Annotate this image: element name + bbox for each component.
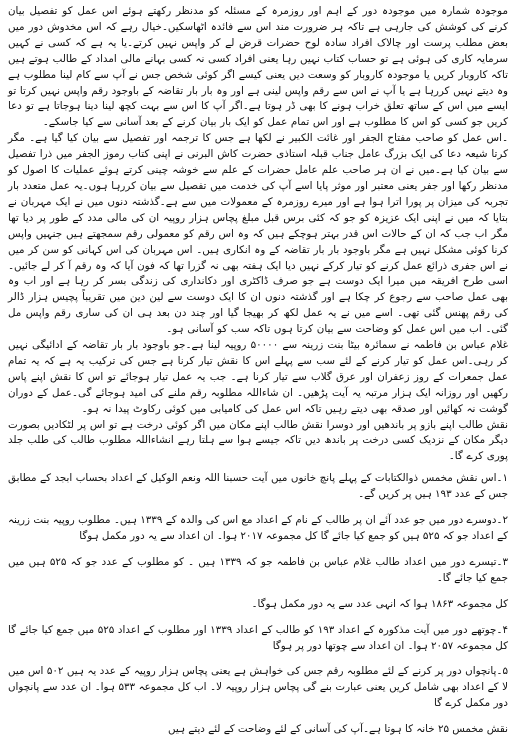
step-2: ۲۔دوسرے دور میں جو عدد آئے ان پر طالب کے نام کے اعداد مع اس کی والدہ کے ۱۳۳۹ ہیں۔ مطلوب روپیہ بنت زرینہ کے اعداد جو کہ ۵۲۵ ہیں کو جمع کیا جائے گا کل مجموعہ ۲۰۱۷ ہوا۔ ان اعداد سے یہ دور مکمل ہوگا	[8, 514, 508, 542]
document-page	[8, 4, 508, 736]
step-1: ۱۔اس نقش مخمس ذوالکتابات کے پہلے پانچ خانوں میں آیت حسبنا اللہ ونعم الوکیل کے اعداد بحساب ابجد کے مطابق جس کے عدد ۱۹۳ ہیں پر کریں گے۔	[8, 472, 508, 501]
step-4: ۴۔چوتھے دور میں آیت مذکورہ کے اعداد ۱۹۳ کو طالب کے اعداد ۱۳۳۹ اور مطلوب کے اعداد ۵۲۵ میں جمع کیا جائے گا کل مجموعہ ۲۰۵۷ ہوا۔ ان اعداد سے چوتھا دور پر ہوگا	[8, 623, 508, 652]
closing-note: نقش مخمس ۲۵ خانہ کا ہوتا ہے۔آپ کی آسانی کے لئے وضاحت کے لئے دیتے ہیں	[168, 723, 508, 736]
intro-paragraph: موجودہ شمارہ میں موجودہ دور کے اہم اور روزمرہ کے مسئلہ کو مدنظر رکھتے ہوئے اس عمل کو تفصیل بیان کرنے کی کوشش کی جارہی ہے تاکہ ہر ضرورت مند اس سے فائدہ اٹھاسکیں۔خیال رہے کہ اس مخدوش دور میں بعض مطلب پرست اور چالاک افراد سادہ لوح حضرات قرض لے کر واپس نہیں کرتے۔یا یہ ہے کہ کسی نے کہیں سرمایہ کاری کی ہوئی ہے تو حساب کتاب نہیں رہا یعنی افراد کسی نہ کسی بہانے مالی امداد کے طالب ہوتے ہیں تاکہ کاروبار کریں یا موجودہ کاروبار کو وسعت دیں یعنی کیسے اگر کوئی شخص جس نے آپ سے کام لینا مطلوب ہے وہ دیتے نہیں کررہا ہے یا آپ نے اس سے رقم واپس لینی ہے اور وہ بار بار تقاضہ کے باوجود رقم واپس نہیں کرتا تو ایسے میں اس کے ساتھ تعلق خراب ہونے کا بھی ڈر ہوتا ہے۔اگر آپ کا اس سے بہت کچھ لینا دینا ہوجاتا ہے تو دعا کریں جو کسی کو اس کا مطلوب ہے اور اس تمام عمل کو ایک بار بیان کرنے کے بعد آسانی سے کیا جاسکے۔	[8, 5, 508, 129]
step-5: ۵۔پانچواں دور پر کرنے کے لئے مطلوبہ رقم جس کی خواہش ہے یعنی پچاس ہزار روپیہ کے عدد یہ ہیں ۵۰۲ اس میں لا کے اعداد بھی شامل کریں یعنی عبارت بنے گی پچاس ہزار روپیہ لا۔ اب کل مجموعہ ۵۳۳ ہوا۔ ان عدد سے پانچواں دور مکمل کرے گا	[8, 665, 508, 710]
instruction-paragraph: نقش طالب اپنے بازو پر باندھیں اور دوسرا نقش طالب اپنے مکان میں اگر کوئی درخت ہے تو اس پر لٹکادیں بصورت دیگر مکان کے نزدیک کسی درخت پر باندھ دیں تاکہ جیسے ہوا سے ہلتا رہے انشاءاللہ مطلوب طالب کی طلب جلد پوری کرے گا۔	[8, 418, 508, 463]
example-paragraph: غلام عباس بن فاطمہ نے سمائرہ بیٹا بنت زرینہ سے ۵۰۰۰۰ روپیہ لینا ہے۔جو باوجود بار بار تقاضہ کے ادائیگی نہیں کر رہی۔اس عمل کو تیار کرنے کے لئے سب سے پہلے اس کا نقش تیار کرنا ہے جس کی ترکیب یہ ہے کہ یہ تمام عمل جمعرات کے روز زعفران اور عرق گلاب سے تیار کرنا ہے۔ جب یہ عمل تیار ہوجائے تو اس کا نقش اپنے پاس رکھیں اور روزانہ ایک ہزار مرتبہ یہ آیت پڑھیں۔ ان شاءاللہ مطلوبہ رقم ملنے کی امید ہوجائے گی۔عمل کے دوران گوشت نہ کھائیں اور صدقہ بھی دیتے رہیں تاکہ اس عمل کی کامیابی میں کوئی رکاوٹ پیدا نہ ہو۔	[8, 339, 508, 415]
step-3: ۳۔تیسرے دور میں اعداد طالب غلام عباس بن فاطمہ جو کہ ۱۳۳۹ ہیں ۔ کو مطلوب کے عدد جو کہ ۵۲۵ ہیں میں جمع کیا جائے گا۔	[8, 555, 508, 584]
method-paragraph: ۔اس عمل کو صاحب مفتاح الجفر اور غائت الکبیر نے لکھا ہے جس کا ترجمہ اور تفصیل سے بیان کیا گیا ہے۔ مگر کرتا شیعہ دعا کی ایک بزرگ عامل جناب قبلہ استاذی حضرت کاش البرنی نے اپنی کتاب رموز الجفر میں ذرا تفصیل سے بیان کیا ہے۔میں نے ان ہر صاحب علم عامل حضرات کے علم سے خوشہ چینی کرتے ہوئے عملیات کا اصول کو مدنظر رکھا اور جفر یعنی معتبر اور موثر پایا اسے آپ کی خدمت میں تفصیل سے بیان کررہا ہوں۔یہ عمل متعدد بار تجربہ کی میزان پر پورا اترا ہوا ہے اور میرے روزمرہ کے معمولات میں سے ہے۔گذشتہ دنوں میں نے ایک مہربان نے بتایا کہ میں نے اپنی ایک عزیزہ کو جو کہ کئی برس قبل مبلغ پچاس ہزار روپیہ ان کی مالی مدد کے طور پر دیا تھا مگر اب جب کہ ان کے حالات اس قدر بہتر ہوچکے ہیں کہ وہ اس رقم کو معمولی رقم سمجھتے ہیں جنہیں واپس کرنا کوئی مشکل نہیں ہے مگر باوجود بار بار تقاضہ کے وہ انکاری ہیں۔ اس مہربان کی اس کہانی کو سن کر میں نے اس جفری ذرائع عمل کرنے کو تیار کرکے نہیں دیا ایک ہفتہ بھی نہ گزرا تھا کہ فون آیا کہ وہ رقم آ کر لے جائیں۔اسی طرح افریقہ میں میرا ایک دوست ہے جو صرف ڈاکٹری اور دکانداری کی زندگی بسر کر رہا ہے اور اب وہ بھی عمل صاحب سے رجوع کر چکا ہے اور گذشتہ دنوں ان کا ایک دوست سے لین دین میں تقریباً پچیس ہزار ڈالر کی رقم پھنس گئی تھی۔ اسے میں نے یہ عمل لکھ کر بھیجا گیا اور چند دن بعد ہی ان کی ساری رقم واپس مل گئی۔ اب میں اس عمل کو وضاحت سے بیان کرتا ہوں تاکہ سب کو آسانی ہو۔	[8, 132, 508, 336]
step-3-total: کل مجموعہ ۱۸۶۳ ہوا کہ انہی عدد سے یہ دور مکمل ہوگا۔	[251, 597, 508, 610]
